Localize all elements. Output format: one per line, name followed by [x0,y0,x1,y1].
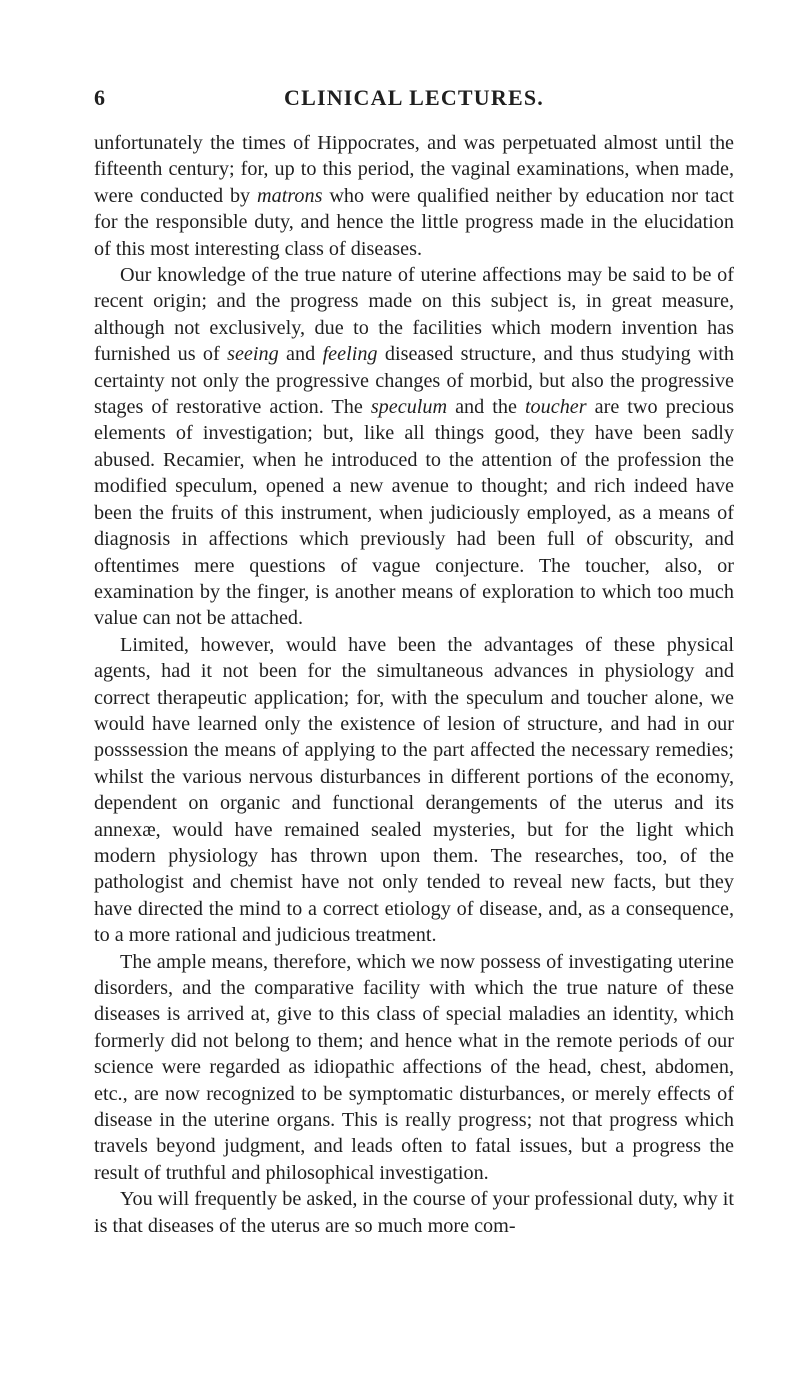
text-segment: are two precious elements of investigation; but, like all things good, they have been sadly abused. Recamier, when he introduced to the attention of the profession the modified speculum, opened a new avenue to thought; and rich indeed have been the fruits of this instrument, when judiciously employed, as a means of diagnosis in affections which previously had been full of obscurity, and oftentimes mere questions of vague conjecture. The toucher, also, or examination by the finger, is another means of exploration to which too much value can not be attached. [94,396,734,630]
paragraph-you-will [94,1186,734,1239]
text-segment: and [278,343,323,366]
text-segment: diseased structure, and thus studying with certainty not only the progressive changes of morbid, but also the progressive stages of restorative action. The [94,343,735,419]
text-segment: and the [447,396,525,419]
paragraph-knowledge [94,262,734,632]
paragraph-continuation [94,130,734,262]
page-number: 6 [94,85,106,110]
body-text [94,130,734,1239]
text-segment: Limited, however, would have been the advantages of these physical agents, had it not been for the simultaneous advances in physiology and correct therapeutic application; for, with the speculum and toucher alone, we would have learned only the existence of lesion of structure, and had in our posssession the means of applying to the part affected the necessary remedies; whilst the various nervous disturbances in different portions of the economy, dependent on organic and functional derangements of the uterus and its annexæ, would have remained sealed mysteries, but for the light which modern physiology has thrown upon them. The researches, too, of the pathologist and chemist have not only tended to reveal new facts, but they have directed the mind to a correct etiology of disease, and, as a consequence, to a more rational and judicious treatment. [94,633,734,947]
text-segment: who were qualified neither by education nor tact for the responsible duty, and hence the little progress made in the elucidation of this most interesting class of diseases. [94,184,734,260]
text-segment: unfortunately the times of Hippocrates, and was perpetuated almost until the fifteenth century; for, up to this period, the vaginal examinations, when made, were conducted by [94,132,734,207]
page-header [94,85,734,115]
text-segment: The ample means, therefore, which we now possess of investigating uterine disorders, and the comparative facility with which the true nature of these diseases is arrived at, give to this class of special maladies an identity, which formerly did not belong to them; and hence what in the remote periods of our science were regarded as idiopathic affections of the head, chest, abdomen, etc., are now recognized to be symptomatic disturbances, or merely effects of disease in the uterine organs. This is really progress; not that progress which travels beyond judgment, and leads often to fatal issues, but a progress the result of truthful and philosophical investigation. [94,950,734,1184]
running-head: CLINICAL LECTURES. [283,85,544,110]
emphasis-toucher: toucher [524,396,587,419]
emphasis-speculum: speculum [370,396,448,419]
emphasis-feeling: feeling [322,343,378,366]
emphasis-matrons: matrons [257,184,323,207]
paragraph-limited [94,632,734,949]
emphasis-seeing: seeing [227,343,279,366]
text-segment: Our knowledge of the true nature of uterine affections may be said to be of recent origin; and the progress made on this subject is, in great measure, although not exclusively, due to the facilities which modern invention has furnished us of [94,264,734,366]
text-segment: You will frequently be asked, in the course of your professional duty, why it is that diseases of the uterus are so much more com- [94,1188,734,1237]
paragraph-ample-means [94,949,734,1187]
